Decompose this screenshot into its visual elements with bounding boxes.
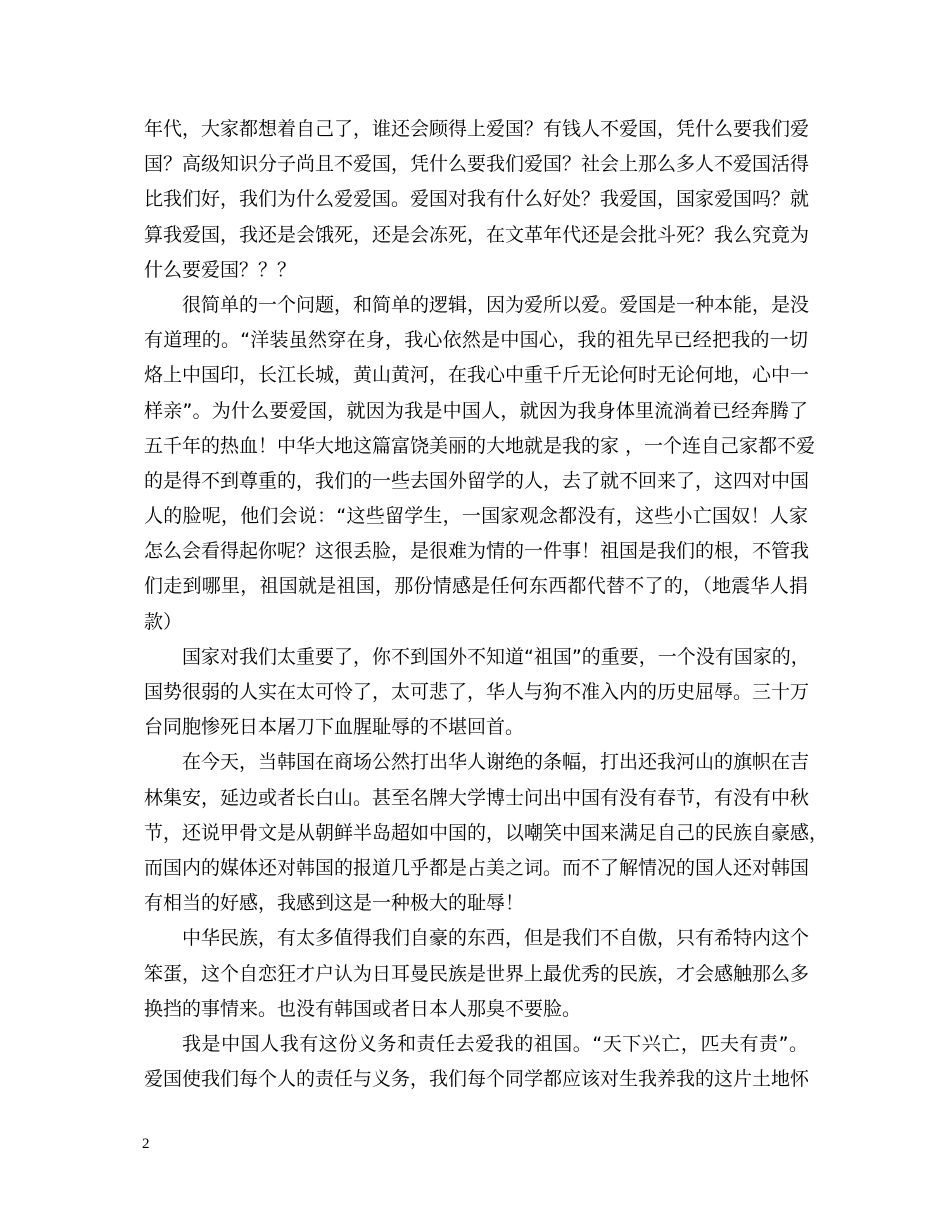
- text-line: 国？高级知识分子尚且不爱国，凭什么要我们爱国？社会上那么多人不爱国活得: [144, 153, 810, 176]
- text-line: 而国内的媒体还对韩国的报道几乎都是占美之词。而不了解情况的国人还对韩国: [144, 856, 810, 879]
- text-line: 有道理的。“洋装虽然穿在身，我心依然是中国心，我的祖先早已经把我的一切: [144, 329, 808, 352]
- text-line: 国势很弱的人实在太可怜了，太可悲了，华人与狗不准入内的历史屈辱。三十万: [144, 681, 810, 703]
- paragraph-first-line: 中华民族，有太多值得我们自豪的东西，但是我们不自傲，只有希特内这个: [182, 927, 810, 950]
- text-line: 样亲”。为什么要爱国，就因为我是中国人，就因为我身体里流淌着已经奔腾了: [144, 399, 808, 422]
- text-line: 比我们好，我们为什么爱爱国。爱国对我有什么好处？我爱国，国家爱国吗？就: [144, 188, 810, 211]
- text-line: 人的脸呢，他们会说：“这些留学生，一国家观念都没有，这些小亡国奴！人家: [144, 505, 808, 528]
- text-line: 怎么会看得起你呢？这很丢脸，是很难为情的一件事！祖国是我们的根，不管我: [144, 540, 810, 563]
- paragraph-first-line: 在今天，当韩国在商场公然打出华人谢绝的条幅，打出还我河山的旗帜在吉: [182, 751, 810, 774]
- text-line: 笨蛋，这个自恋狂才户认为日耳曼民族是世界上最优秀的民族，才会感触那么多: [144, 962, 810, 985]
- text-line: 年代，大家都想着自己了，谁还会顾得上爱国？有钱人不爱国，凭什么要我们爱: [144, 118, 810, 140]
- paragraph-first-line: 很简单的一个问题，和简单的逻辑，因为爱所以爱。爱国是一种本能，是没: [182, 293, 810, 316]
- text-line: 台同胞惨死日本屠刀下血腥耻辱的不堪回首。: [144, 716, 525, 739]
- paragraph-first-line: 我是中国人我有这份义务和责任去爱我的祖国。“天下兴亡，匹夫有责”。: [182, 1032, 808, 1055]
- page-number: 2: [142, 1136, 150, 1152]
- paragraph-first-line: 国家对我们太重要了，你不到国外不知道“祖国”的重要，一个没有国家的，: [182, 645, 810, 668]
- text-line: 的是得不到尊重的，我们的一些去国外留学的人，去了就不回来了，这四对中国: [144, 469, 810, 492]
- document-body: [144, 112, 829, 1097]
- text-line: 五千年的热血！中华大地这篇富饶美丽的大地就是我的家 ，一个连自己家都不爱: [144, 434, 816, 457]
- text-line: 爱国使我们每个人的责任与义务，我们每个同学都应该对生我养我的这片土地怀: [144, 1068, 810, 1091]
- text-line: 什么要爱国？？？: [144, 258, 297, 281]
- text-line: 算我爱国，我还是会饿死，还是会冻死，在文革年代还是会批斗死？我么究竟为: [144, 223, 810, 246]
- text-line: 节，还说甲骨文是从朝鲜半岛超如中国的，以嘲笑中国来满足自己的民族自豪感，: [144, 821, 829, 844]
- text-line: 们走到哪里，祖国就是祖国，那份情感是任何东西都代替不了的，（地震华人捐: [144, 575, 808, 598]
- text-line: 林集安，延边或者长白山。甚至名牌大学博士问出中国有没有春节，有没有中秋: [144, 786, 810, 809]
- text-line: 款）: [144, 610, 183, 633]
- text-line: 有相当的好感，我感到这是一种极大的耻辱！: [144, 892, 525, 915]
- text-line: 烙上中国印，长江长城，黄山黄河，在我心中重千斤无论何时无论何地，心中一: [144, 364, 810, 387]
- text-line: 换挡的事情来。也没有韩国或者日本人那臭不要脸。: [144, 997, 582, 1020]
